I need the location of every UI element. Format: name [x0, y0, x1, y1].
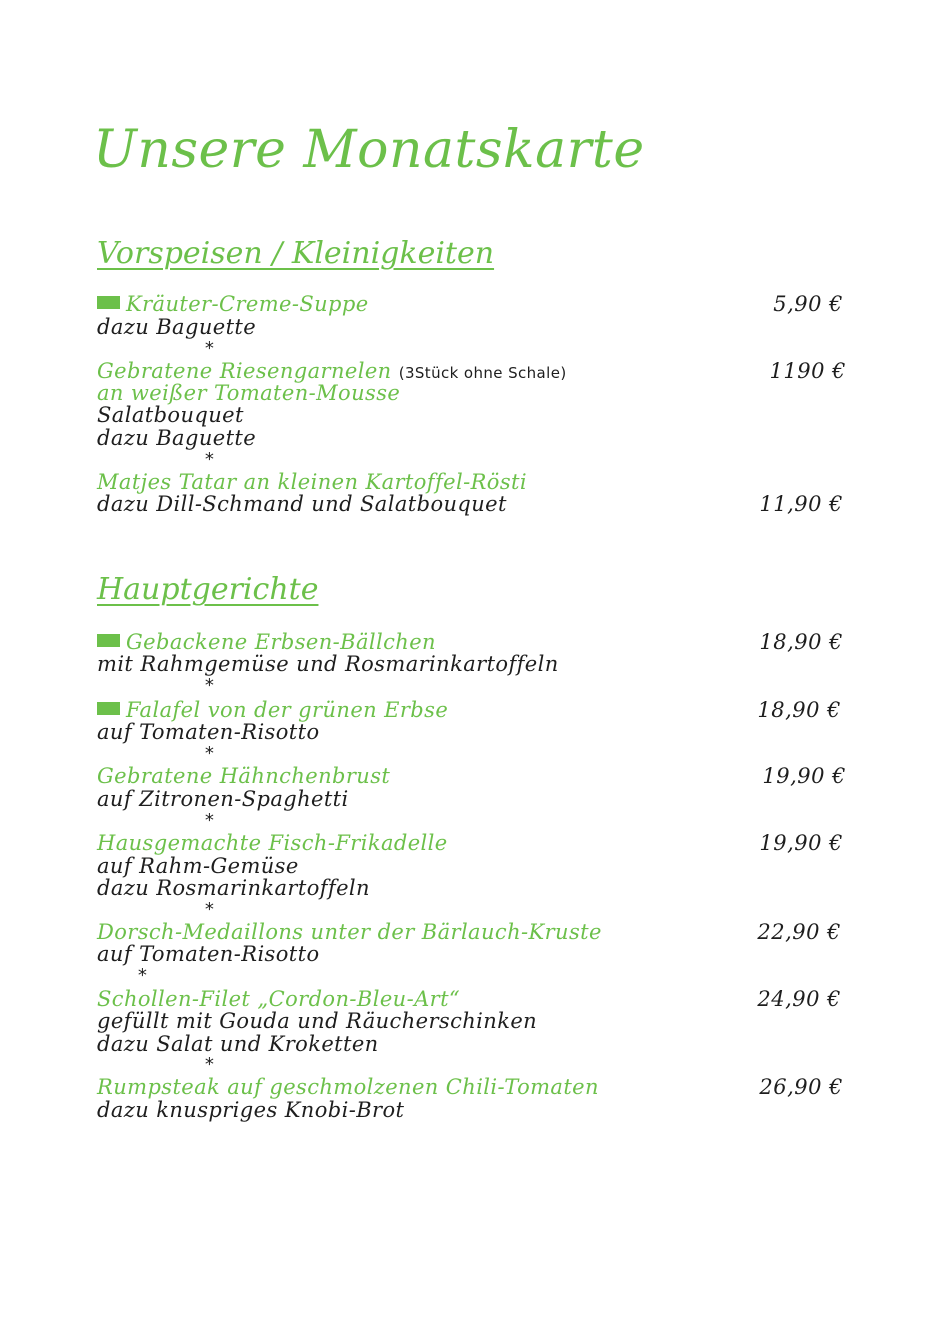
menu-item-price: 19,90 € [759, 831, 843, 855]
menu-item-description: auf Tomaten-Risotto [97, 942, 320, 966]
menu-item-description: dazu Baguette [97, 315, 257, 339]
menu-item-name [97, 292, 369, 316]
menu-item-price: 5,90 € [773, 292, 843, 316]
menu-item-description: mit Rahmgemüse und Rosmarinkartoffeln [97, 652, 559, 676]
menu-item-name: Matjes Tatar an kleinen Kartoffel-Rösti [97, 470, 527, 494]
menu-item-price: 18,90 € [759, 630, 843, 654]
menu-item-name-text: Gebackene Erbsen-Bällchen [126, 630, 436, 654]
menu-item-name: Dorsch-Medaillons unter der Bärlauch-Kruste [97, 920, 602, 944]
menu-item-name-text: Gebratene Riesengarnelen [97, 359, 392, 383]
menu-item-price: 1190 € [769, 359, 846, 383]
menu-item-price: 19,90 € [762, 764, 846, 788]
section-heading-mains: Hauptgerichte [97, 572, 319, 607]
menu-item-price: 18,90 € [757, 698, 841, 722]
menu-item-name: Schollen-Filet „Cordon-Bleu-Art“ [97, 987, 461, 1011]
section-heading-starters: Vorspeisen / Kleinigkeiten [97, 236, 495, 271]
separator-star: * [204, 449, 215, 470]
vegetarian-marker-icon [97, 702, 120, 715]
menu-item-name: Rumpsteak auf geschmolzenen Chili-Tomaten [97, 1075, 599, 1099]
separator-star: * [204, 1054, 215, 1075]
menu-item-name: Gebratene Hähnchenbrust [97, 764, 391, 788]
menu-item-description: Salatbouquet [97, 403, 244, 427]
separator-star: * [204, 810, 215, 831]
menu-item-price: 11,90 € [759, 492, 843, 516]
menu-item-name: Hausgemachte Fisch-Frikadelle [97, 831, 448, 855]
menu-item-description: auf Rahm-Gemüse [97, 854, 299, 878]
menu-item-price: 24,90 € [757, 987, 841, 1011]
menu-item-description: dazu Dill-Schmand und Salatbouquet [97, 492, 507, 516]
menu-item-description: dazu Baguette [97, 426, 257, 450]
menu-item-price: 22,90 € [757, 920, 841, 944]
menu-item-description: dazu knuspriges Knobi-Brot [97, 1098, 405, 1122]
separator-star: * [137, 965, 148, 986]
separator-star: * [204, 338, 215, 359]
separator-star: * [204, 675, 215, 696]
menu-item-description: dazu Salat und Kroketten [97, 1032, 379, 1056]
menu-item-name-line2: an weißer Tomaten-Mousse [97, 381, 401, 405]
separator-star: * [204, 899, 215, 920]
menu-item-description: dazu Rosmarinkartoffeln [97, 876, 370, 900]
menu-item-description: auf Zitronen-Spaghetti [97, 787, 349, 811]
page-title: Unsere Monatskarte [93, 120, 645, 180]
menu-item-name-text: Kräuter-Creme-Suppe [126, 292, 369, 316]
vegetarian-marker-icon [97, 634, 120, 647]
vegetarian-marker-icon [97, 296, 120, 309]
menu-item-description: gefüllt mit Gouda und Räucherschinken [97, 1009, 538, 1033]
menu-item-name [97, 698, 448, 722]
menu-item-description: auf Tomaten-Risotto [97, 720, 320, 744]
separator-star: * [204, 743, 215, 764]
menu-item-name-text: Falafel von der grünen Erbse [126, 698, 449, 722]
menu-item-note: (3Stück ohne Schale) [398, 364, 567, 382]
menu-item-name [97, 359, 567, 383]
menu-item-price: 26,90 € [759, 1075, 843, 1099]
menu-item-name [97, 630, 436, 654]
